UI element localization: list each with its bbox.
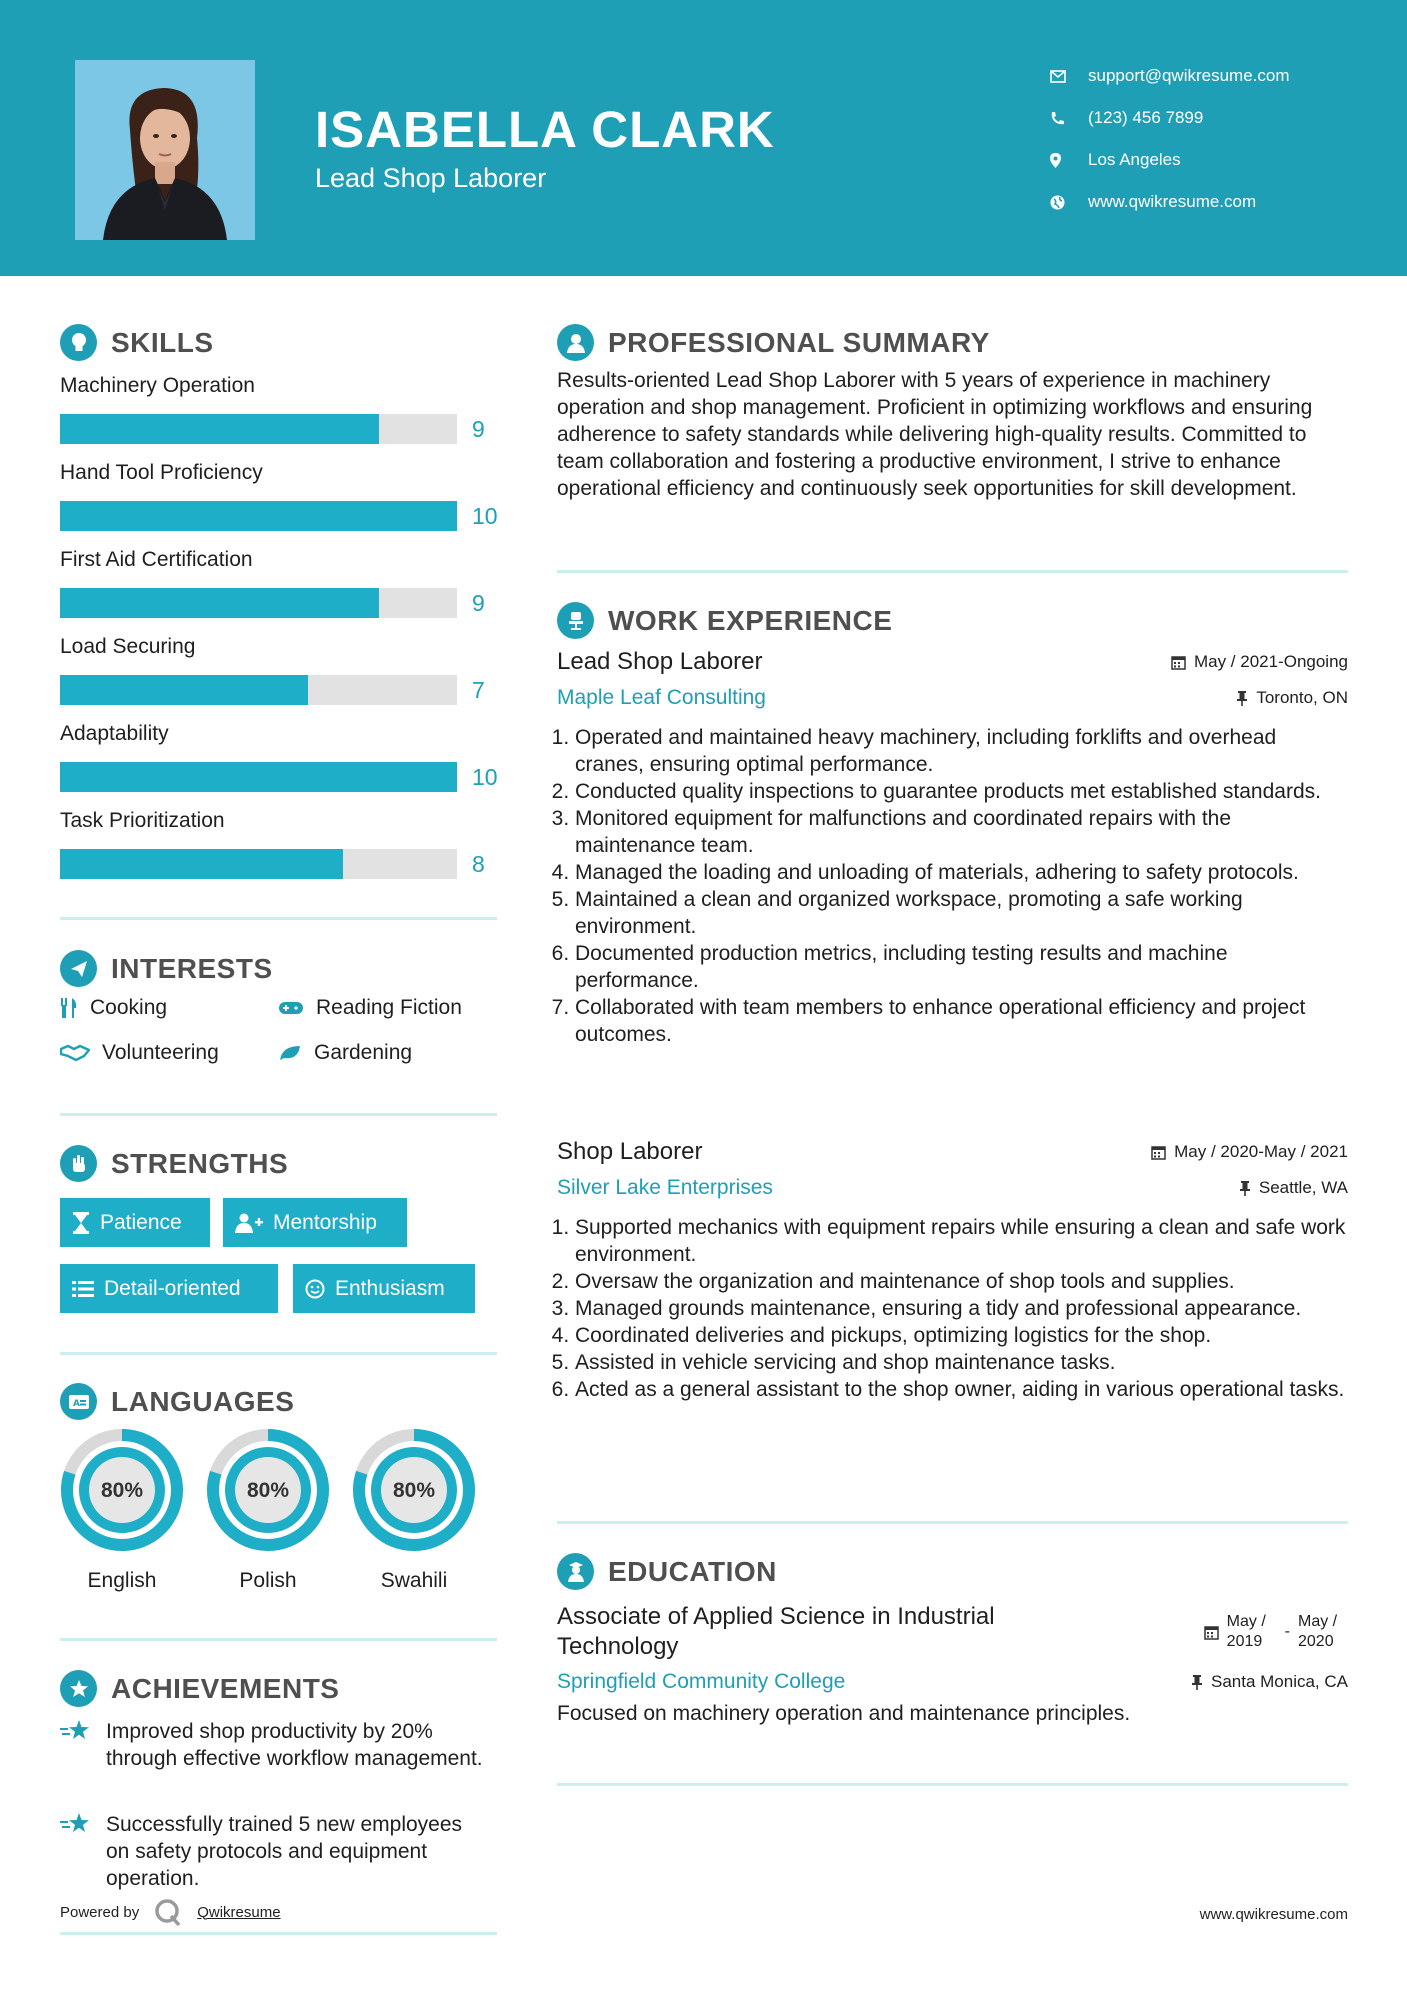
interest-label: Cooking: [90, 996, 168, 1019]
duty-item: 2. Oversaw the organization and maintenance of shop tools and supplies.: [575, 1268, 1348, 1295]
skill-value: 9: [472, 590, 485, 616]
strength-chip: [223, 1198, 407, 1247]
job-entry: [557, 1138, 1348, 1403]
job-title: Shop Laborer: [557, 1138, 703, 1165]
interest-item: [278, 1041, 412, 1065]
candidate-role: Lead Shop Laborer: [315, 163, 547, 193]
interests-heading: [60, 950, 497, 987]
job-date: [1171, 652, 1348, 672]
strengths-section: [60, 1145, 497, 1300]
strength-chip: [293, 1264, 475, 1313]
list-icon: [72, 1280, 94, 1298]
strength-chip: [60, 1198, 210, 1247]
job-location-text: Toronto, ON: [1256, 688, 1348, 707]
skill-label: Adaptability: [60, 722, 169, 745]
strengths-heading: [60, 1145, 497, 1182]
footer-url[interactable]: www.qwikresume.com: [1199, 1906, 1348, 1923]
education-description: Focused on machinery operation and maintenance principles.: [557, 1702, 1131, 1725]
strength-label: Mentorship: [273, 1210, 377, 1234]
language-donut: [206, 1428, 330, 1552]
school-location: [1191, 1672, 1348, 1692]
globe-icon: [1050, 195, 1088, 210]
skill-value: 9: [472, 416, 485, 442]
strength-label: Patience: [100, 1210, 182, 1234]
calendar-icon: [1151, 1145, 1166, 1160]
job-date: [1151, 1142, 1348, 1162]
skills-title: SKILLS: [111, 326, 214, 358]
right-divider: [557, 1521, 1348, 1524]
achievements-heading: [60, 1670, 497, 1707]
right-divider: [557, 1783, 1348, 1786]
language-item: [352, 1428, 476, 1593]
achievements-section: [60, 1670, 497, 1900]
education-date-end: May / 2020: [1298, 1613, 1338, 1650]
lightbulb-icon: [60, 324, 97, 361]
job-title: Lead Shop Laborer: [557, 648, 763, 675]
education-section: [557, 1553, 1348, 1727]
job-location: [1239, 1178, 1348, 1198]
paper-plane-icon: [60, 950, 97, 987]
achievement-text: Successfully trained 5 new employees on safety protocols and equipment operation.: [106, 1813, 463, 1890]
skill-label: Machinery Operation: [60, 374, 255, 397]
strengths-title: STRENGTHS: [111, 1147, 289, 1179]
skill-item: [60, 373, 497, 460]
job-date-text: May / 2020-May / 2021: [1174, 1142, 1348, 1161]
contact-phone[interactable]: [1050, 97, 1290, 139]
language-percent: 80%: [100, 1479, 144, 1502]
skill-bar: [60, 849, 497, 879]
job-date-text: May / 2021-Ongoing: [1193, 652, 1348, 671]
skill-item: [60, 721, 497, 808]
star-badge-icon: [60, 1670, 97, 1707]
gamepad-icon: [278, 1000, 304, 1016]
achievements-title: ACHIEVEMENTS: [111, 1672, 340, 1704]
utensils-icon: [60, 997, 78, 1019]
interest-item: [278, 996, 462, 1020]
shooting-star-icon: [60, 1811, 92, 1837]
qwikresume-logo-icon: [153, 1897, 183, 1927]
job-location-text: Seattle, WA: [1258, 1178, 1348, 1197]
duty-item: 3. Monitored equipment for malfunctions and coordinated repairs with the maintenance team.: [575, 805, 1348, 859]
duty-item: 4. Managed the loading and unloading of materials, adhering to safety protocols.: [575, 859, 1348, 886]
pin-icon: [1236, 691, 1248, 706]
skill-bar-fill: [60, 588, 379, 618]
school-location-text: Santa Monica, CA: [1210, 1672, 1348, 1691]
duty-item: 5. Assisted in vehicle servicing and shop maintenance tasks.: [575, 1349, 1348, 1376]
skill-value: 7: [472, 677, 485, 703]
job-entry: [557, 648, 1348, 1048]
skill-value: 10: [472, 764, 498, 790]
job-location: [1236, 688, 1348, 708]
job-duties: [557, 724, 1348, 1048]
pin-icon: [1191, 1675, 1203, 1690]
chair-icon: [557, 602, 594, 639]
skill-label: Task Prioritization: [60, 809, 225, 832]
user-icon: [557, 324, 594, 361]
education-date-start: May / 2019: [1226, 1613, 1266, 1650]
education-date: [1204, 1602, 1348, 1662]
strength-label: Enthusiasm: [335, 1276, 445, 1300]
smile-icon: [305, 1279, 325, 1299]
summary-title: PROFESSIONAL SUMMARY: [608, 326, 990, 358]
interests-section: [60, 950, 497, 1070]
phone-icon: [1050, 111, 1088, 126]
experience-heading: [557, 602, 1348, 639]
candidate-name: ISABELLA CLARK: [315, 101, 775, 158]
contact-website-text: www.qwikresume.com: [1088, 192, 1257, 211]
contact-email[interactable]: [1050, 55, 1290, 97]
skills-heading: [60, 324, 497, 361]
contact-phone-text: (123) 456 7899: [1088, 108, 1204, 127]
experience-section: [557, 602, 1348, 639]
contact-location: [1050, 139, 1290, 181]
skill-bar-fill: [60, 762, 457, 792]
language-percent: 80%: [392, 1479, 436, 1502]
skill-bar: [60, 501, 497, 531]
school-name: Springfield Community College: [557, 1670, 846, 1693]
skill-bar: [60, 588, 497, 618]
skill-label: Load Securing: [60, 635, 196, 658]
duty-item: 1. Supported mechanics with equipment repairs while ensuring a clean and safe work environment.: [575, 1214, 1348, 1268]
summary-text: Results-oriented Lead Shop Laborer with 5 years of experience in machinery operation and shop management. Proficient in optimizing workflows and ensuring adherence to safety standards while delivering high-quality results. Committed to team collaboration and fostering a productive environment, I strive to enhance operational efficiency and continuously seek opportunities for skill development.: [557, 369, 1313, 500]
summary-section: [557, 324, 1348, 502]
contact-location-text: Los Angeles: [1088, 150, 1181, 169]
skill-bar-fill: [60, 675, 308, 705]
language-label: English: [87, 1569, 157, 1592]
left-divider: [60, 1638, 497, 1641]
skill-label: First Aid Certification: [60, 548, 253, 571]
contact-list: [1050, 55, 1290, 223]
left-divider: [60, 1932, 497, 1935]
duty-item: 1. Operated and maintained heavy machinery, including forklifts and overhead cranes, ensuring optimal performance.: [575, 724, 1348, 778]
achievement-item: [60, 1811, 497, 1892]
pin-icon: [1239, 1181, 1251, 1196]
duty-item: 7. Collaborated with team members to enhance operational efficiency and project outcomes.: [575, 994, 1348, 1048]
right-divider: [557, 570, 1348, 573]
interest-label: Gardening: [314, 1041, 413, 1064]
languages-heading: [60, 1383, 497, 1420]
skill-value: 10: [472, 503, 498, 529]
skill-bar-fill: [60, 849, 343, 879]
skill-item: [60, 547, 497, 634]
skills-list: [60, 373, 497, 879]
skill-bar: [60, 675, 497, 705]
skill-bar-fill: [60, 414, 379, 444]
powered-by: [60, 1897, 281, 1927]
language-donut: [352, 1428, 476, 1552]
hourglass-icon: [72, 1212, 90, 1234]
interests-title: INTERESTS: [111, 952, 273, 984]
powered-brand-link[interactable]: Qwikresume: [197, 1903, 281, 1921]
job-company: Maple Leaf Consulting: [557, 686, 766, 709]
powered-label: Powered by: [60, 1903, 140, 1921]
duty-item: 6. Acted as a general assistant to the shop owner, aiding in various operational tasks.: [575, 1376, 1348, 1403]
language-item: [60, 1428, 184, 1593]
skill-value: 8: [472, 851, 485, 877]
language-item: [206, 1428, 330, 1593]
education-date-separator: -: [1284, 1623, 1290, 1640]
calendar-icon: [1171, 655, 1186, 670]
duty-item: 4. Coordinated deliveries and pickups, optimizing logistics for the shop.: [575, 1322, 1348, 1349]
languages-title: LANGUAGES: [111, 1385, 295, 1417]
achievement-item: [60, 1718, 497, 1772]
location-icon: [1050, 153, 1088, 168]
strength-label: Detail-oriented: [104, 1276, 241, 1300]
profile-photo: [75, 60, 255, 240]
duty-item: 6. Documented production metrics, including testing results and machine performance.: [575, 940, 1348, 994]
handshake-icon: [60, 1044, 90, 1062]
left-divider: [60, 917, 497, 920]
education-heading: [557, 1553, 1348, 1590]
achievement-text: Improved shop productivity by 20% through effective workflow management.: [106, 1720, 483, 1770]
duty-item: 5. Maintained a clean and organized workspace, promoting a safe working environment.: [575, 886, 1348, 940]
skill-item: [60, 634, 497, 721]
graduate-icon: [557, 1553, 594, 1590]
shooting-star-icon: [60, 1718, 92, 1744]
language-percent: 80%: [246, 1479, 290, 1502]
contact-website[interactable]: [1050, 181, 1290, 223]
interest-label: Reading Fiction: [316, 996, 462, 1019]
skill-bar: [60, 414, 497, 444]
skill-label: Hand Tool Proficiency: [60, 461, 263, 484]
language-label: Polish: [239, 1569, 297, 1592]
skills-section: [60, 324, 497, 879]
job-company: Silver Lake Enterprises: [557, 1176, 773, 1199]
summary-heading: [557, 324, 1348, 361]
language-icon: [60, 1383, 97, 1420]
calendar-icon: [1204, 1625, 1219, 1640]
hand-icon: [60, 1145, 97, 1182]
skill-item: [60, 808, 497, 879]
language-donut: [60, 1428, 184, 1552]
education-title: EDUCATION: [608, 1555, 777, 1587]
email-icon: [1050, 70, 1088, 83]
contact-email-text: support@qwikresume.com: [1088, 66, 1290, 85]
degree-title: Associate of Applied Science in Industrial Technology: [557, 1603, 995, 1660]
user-plus-icon: [235, 1213, 263, 1233]
svg-text:A: A: [72, 1398, 80, 1409]
skill-bar-fill: [60, 501, 457, 531]
duty-item: 3. Managed grounds maintenance, ensuring a tidy and professional appearance.: [575, 1295, 1348, 1322]
experience-title: WORK EXPERIENCE: [608, 604, 893, 636]
leaf-icon: [278, 1044, 302, 1062]
interest-item: [60, 1041, 219, 1065]
language-label: Swahili: [380, 1569, 448, 1592]
interest-label: Volunteering: [102, 1041, 219, 1064]
left-divider: [60, 1113, 497, 1116]
resume-header: [0, 0, 1407, 276]
skill-item: [60, 460, 497, 547]
left-divider: [60, 1352, 497, 1355]
languages-section: [60, 1383, 497, 1603]
strength-chip: [60, 1264, 278, 1313]
skill-bar: [60, 762, 497, 792]
interest-item: [60, 996, 167, 1020]
job-duties: [557, 1214, 1348, 1403]
duty-item: 2. Conducted quality inspections to guarantee products met established standards.: [575, 778, 1348, 805]
